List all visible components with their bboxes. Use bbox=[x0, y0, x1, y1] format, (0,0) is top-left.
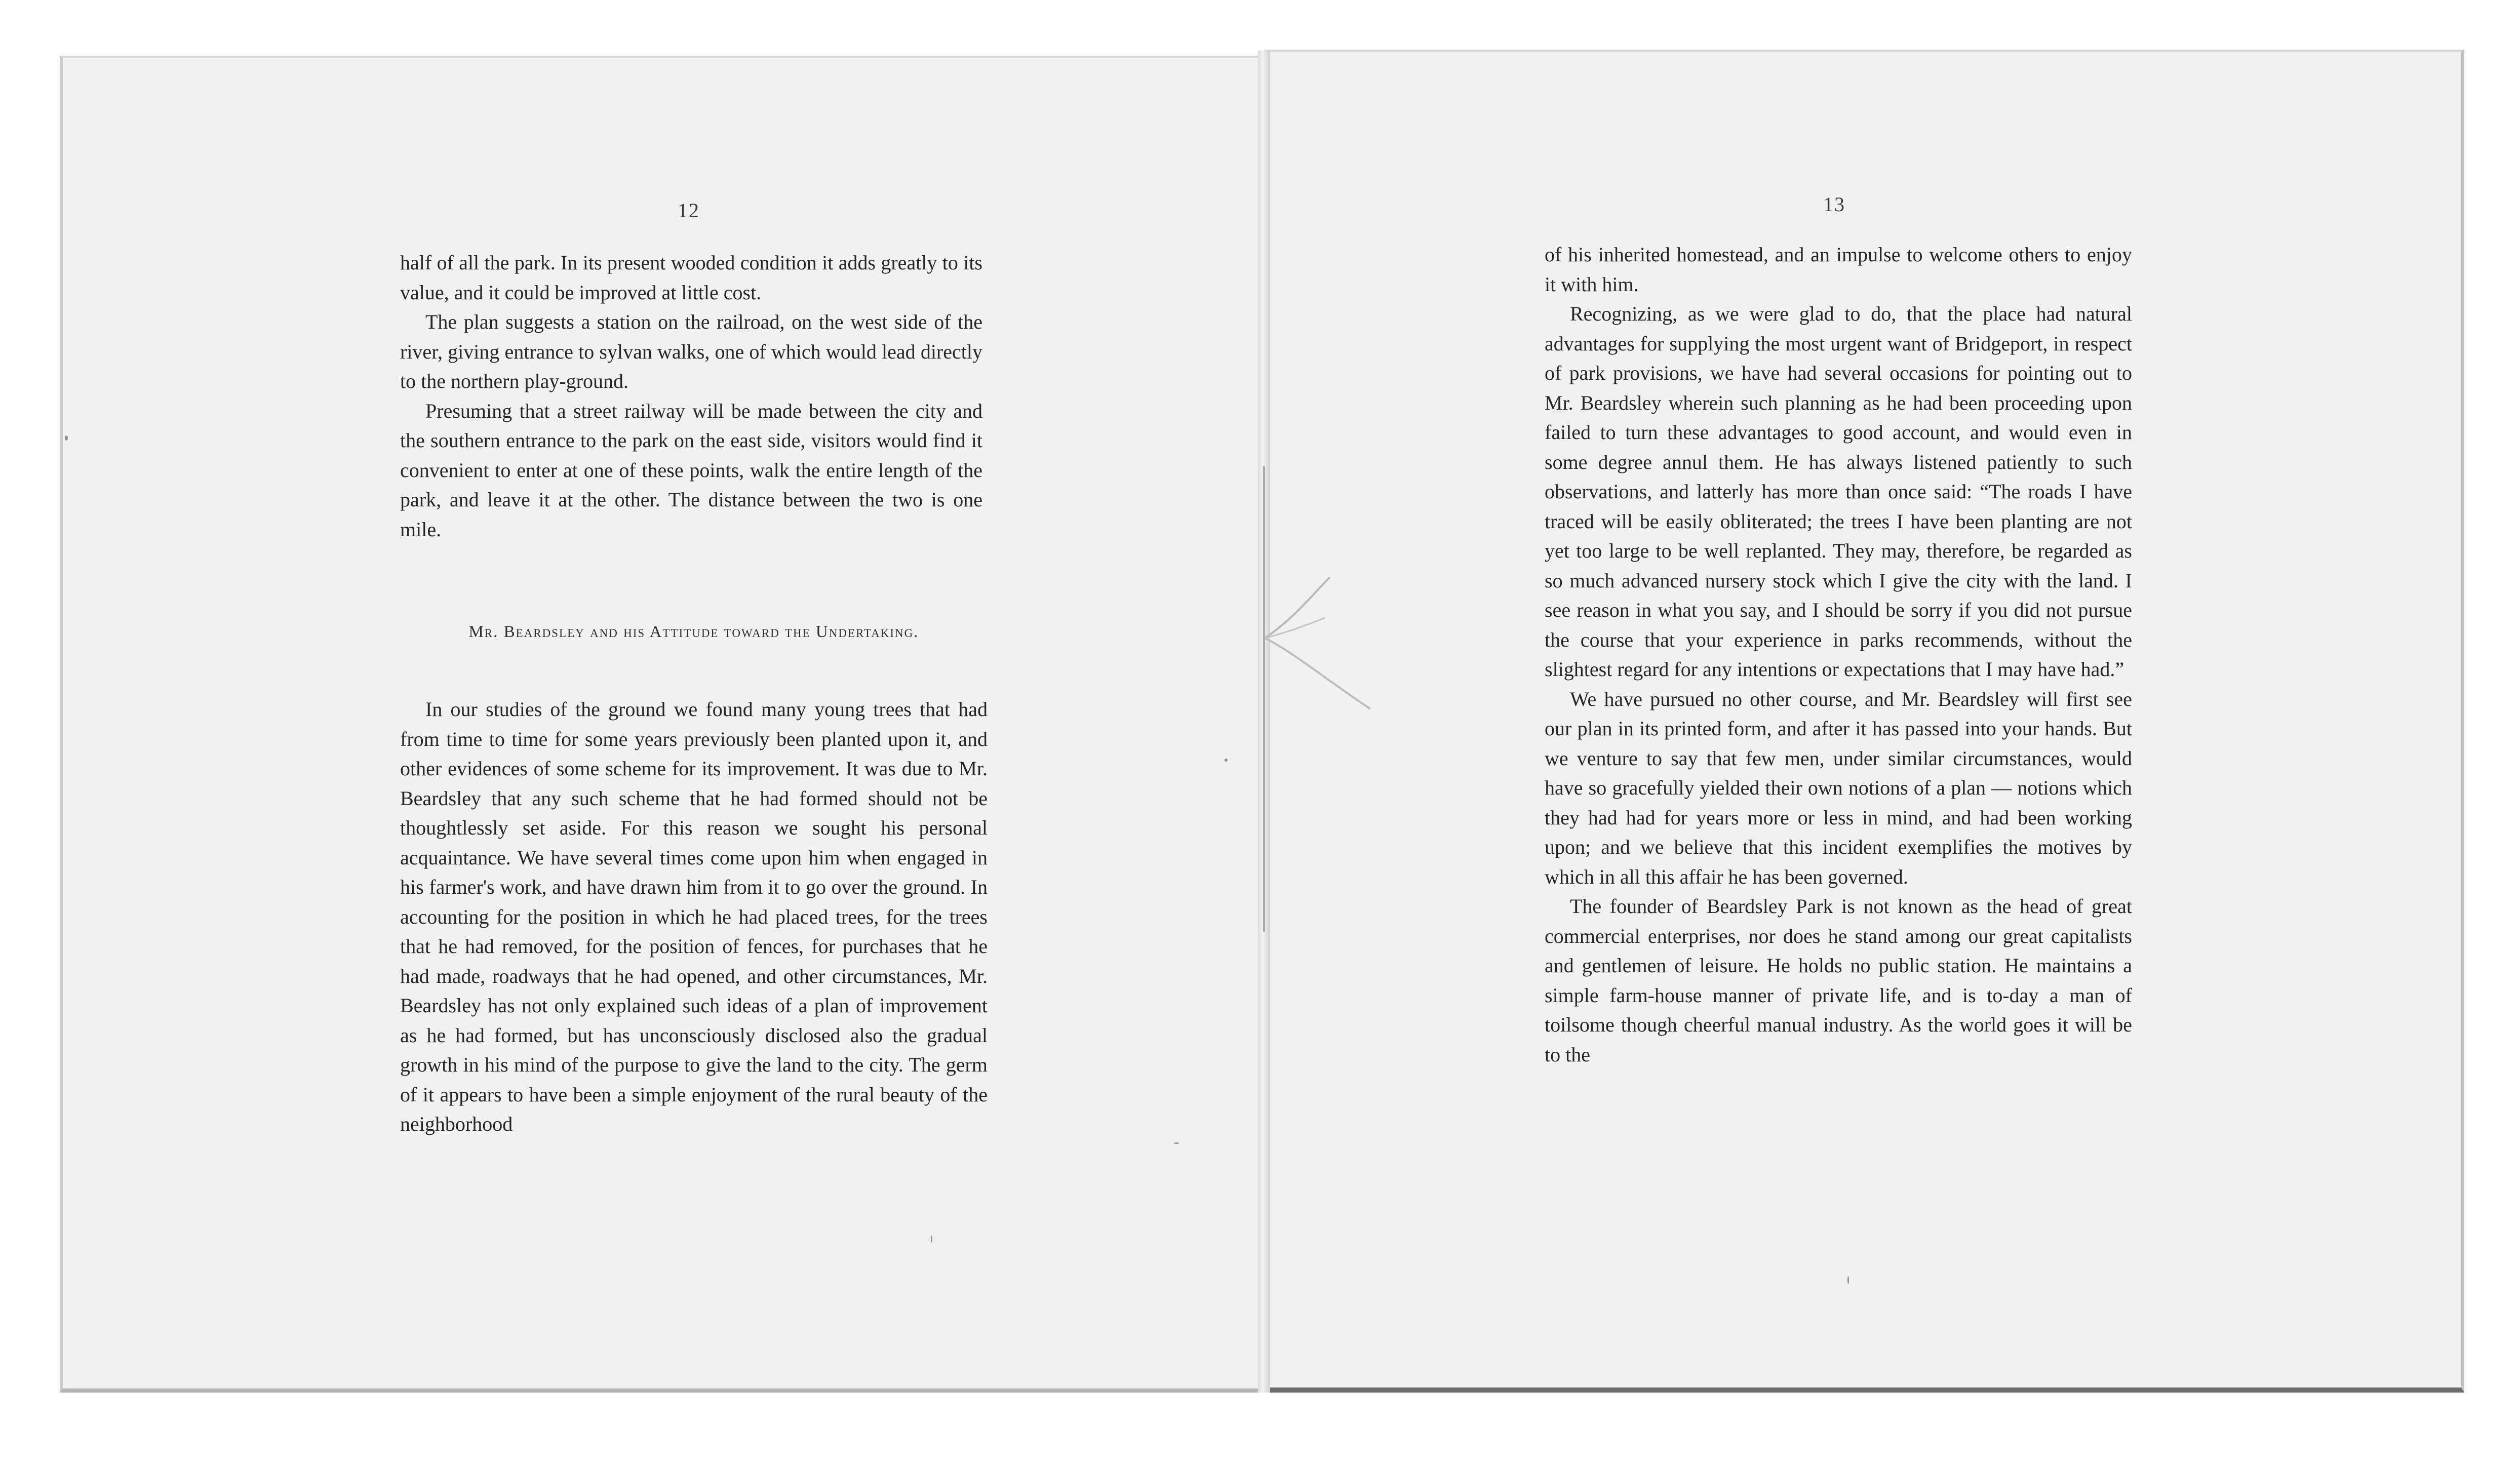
paper-speck bbox=[1174, 1142, 1179, 1144]
paragraph: In our studies of the ground we found many young trees that had from time to time for some years previously been planted upon it, and other evidences of some scheme for its improvement. It was due to Mr. Beardsley that any such scheme that he had formed should not be thoughtlessly set aside. For this reason we sought his personal acquaintance. We have several times come upon him when engaged in his farmer's work, and have drawn him from it to go over the ground. In accounting for the position in which he had placed trees, for the trees that he had removed, for the position of fences, for purchases that he had made, roadways that he had opened, and other circumstances, Mr. Beardsley has not only explained such ideas of a plan of improvement as he had formed, but has unconsciously disclosed also the gradual growth in his mind of the purpose to give the land to the city. The germ of it appears to have been a simple enjoyment of the rural beauty of the neighborhood bbox=[400, 698, 988, 1135]
left-text-top bbox=[400, 248, 982, 544]
paragraph: half of all the park. In its present wooded condition it adds greatly to its value, and it could be improved at little cost. bbox=[400, 251, 982, 304]
paragraph: We have pursued no other course, and Mr. Beardsley will first see our plan in its printed form, and after it has passed into your hands. But we venture to say that few men, under similar circumstances, would have so gracefully yielded their own notions of a plan — notions which they had had for years more or less in mind, and had been working upon; and we believe that this incident exemplifies the motives by which in all this affair he has been governed. bbox=[1545, 687, 2132, 888]
paper-speck bbox=[1225, 759, 1228, 762]
paper-speck bbox=[1847, 1276, 1849, 1284]
page-number-left: 12 bbox=[678, 199, 700, 222]
paper-speck bbox=[931, 1236, 932, 1243]
paper-speck bbox=[65, 435, 68, 441]
right-text bbox=[1545, 240, 2132, 1069]
paragraph: The plan suggests a station on the railroad, on the west side of the river, giving entrance to sylvan walks, one of which would lead directly to the northern play-ground. bbox=[400, 310, 982, 392]
binding-thread bbox=[1264, 557, 1396, 719]
paragraph: The founder of Beardsley Park is not known as the head of great commercial enterprises, nor does he stand among our great capitalists and gentlemen of leisure. He holds no public station. He maintains a simple farm-house manner of private life, and is to-day a man of toilsome though cheerful manual industry. As the world goes it will be to the bbox=[1545, 895, 2132, 1066]
paragraph: Recognizing, as we were glad to do, that the place had natural advantages for supplying the most urgent want of Bridgeport, in respect of park provisions, we have had several occasions for pointing out to Mr. Beardsley wherein such planning as he had been proceeding upon failed to turn these advantages to good account, and would even in some degree annul them. He has always listened patiently to such observations, and latterly has more than once said: “The roads I have traced will be easily obliterated; the trees I have been planting are not yet too large to be well replanted. They may, therefore, be regarded as so much advanced nursery stock which I give the city with the land. I see reason in what you say, and I should be sorry if you did not pursue the course that your experience in parks recommends, without the slightest regard for any intentions or expectations that I may have had.” bbox=[1545, 302, 2132, 681]
page-number-right: 13 bbox=[1823, 193, 1845, 216]
left-text-bottom bbox=[400, 695, 988, 1139]
paragraph: Presuming that a street railway will be made between the city and the southern entrance to the park on the east side, visitors would find it convenient to enter at one of these points, walk the entire length of the park, and leave it at the other. The distance between the two is one mile. bbox=[400, 399, 982, 541]
paragraph: of his inherited homestead, and an impulse to welcome others to enjoy it with him. bbox=[1545, 243, 2132, 296]
section-heading: Mr. Beardsley and his Attitude toward the Undertaking. bbox=[468, 623, 919, 641]
